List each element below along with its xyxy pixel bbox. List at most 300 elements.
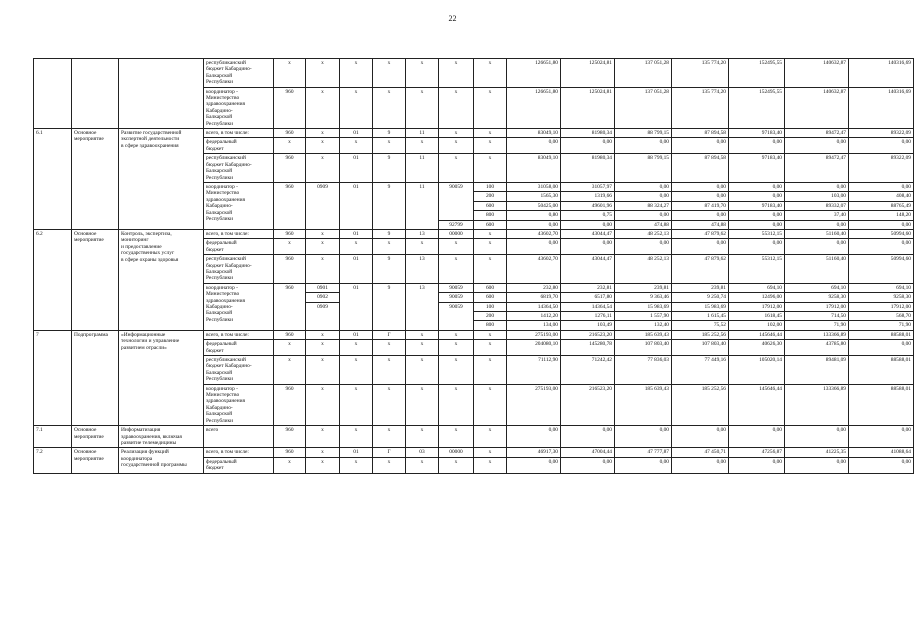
table-row: [34, 426, 914, 448]
table-cell: x: [474, 448, 507, 457]
table-cell: x: [306, 448, 340, 457]
table-cell: 1 557,90: [615, 312, 672, 321]
table-cell: x: [340, 340, 373, 356]
table-cell: 89472,47: [785, 129, 849, 138]
table-cell: 275193,00: [507, 330, 561, 339]
table-cell: 97183,40: [729, 129, 785, 138]
table-cell: 17912,00: [849, 302, 914, 311]
table-cell: 0,00: [561, 426, 615, 448]
table-cell: 0,00: [672, 211, 729, 220]
table-cell: x: [439, 426, 474, 448]
table-cell: федеральный бюджет: [204, 239, 274, 255]
table-cell: «Информационные технологии и управление развитием отрасли»: [119, 330, 204, 425]
table-cell: 216523,20: [561, 384, 615, 425]
table-cell: 0,00: [849, 138, 914, 154]
table-cell: x: [406, 384, 439, 425]
table-cell: x: [306, 426, 340, 448]
table-cell: x: [306, 356, 340, 385]
table-cell: 89332,07: [785, 201, 849, 210]
table-cell: 0,00: [849, 457, 914, 473]
table-cell: 88 799,15: [615, 154, 672, 183]
table-cell: 71112,90: [507, 356, 561, 385]
table-cell: 474,88: [672, 220, 729, 229]
table-cell: 0,00: [729, 192, 785, 201]
table-cell: 0902: [306, 293, 340, 302]
table-cell: федеральный бюджет: [204, 457, 274, 473]
table-cell: всего, в том числе:: [204, 330, 274, 339]
table-cell: 0,00: [615, 239, 672, 255]
table-cell: x: [306, 154, 340, 183]
table-cell: 0,00: [729, 426, 785, 448]
table-cell: 140316,69: [849, 87, 914, 128]
table-cell: 0,00: [507, 239, 561, 255]
table-cell: x: [474, 384, 507, 425]
table-cell: 600: [474, 283, 507, 292]
table-cell: x: [474, 255, 507, 284]
table-cell: 87 894,58: [672, 129, 729, 138]
table-cell: 81980,34: [561, 154, 615, 183]
table-cell: x: [406, 457, 439, 473]
table-cell: 0,00: [729, 457, 785, 473]
table-cell: 75,52: [672, 321, 729, 330]
table-cell: 9: [373, 154, 406, 183]
table-cell: 800: [474, 211, 507, 220]
table-cell: 9: [373, 182, 406, 229]
table-cell: x: [439, 340, 474, 356]
table-cell: x: [340, 426, 373, 448]
table-cell: республиканский бюджет Кабардино- Балкарской Республики: [204, 356, 274, 385]
table-cell: 6.2: [34, 229, 72, 330]
table-cell: 9: [373, 129, 406, 138]
table-cell: 0909: [306, 302, 340, 330]
table-cell: 89472,47: [785, 154, 849, 183]
table-cell: 43044,47: [561, 255, 615, 284]
table-cell: 03: [406, 448, 439, 457]
table-cell: 107 803,40: [672, 340, 729, 356]
table-cell: 0,00: [615, 182, 672, 191]
table-cell: 145646,44: [729, 384, 785, 425]
table-row: [34, 330, 914, 339]
table-cell: 0,00: [615, 211, 672, 220]
table-row: [34, 129, 914, 138]
table-cell: 88588,01: [849, 356, 914, 385]
table-cell: 97183,40: [729, 201, 785, 210]
table-cell: x: [474, 457, 507, 473]
table-cell: x: [474, 59, 507, 88]
table-cell: 50994,60: [849, 229, 914, 238]
table-cell: 12496,00: [729, 293, 785, 302]
table-cell: 408,40: [849, 192, 914, 201]
table-cell: 9258,30: [785, 293, 849, 302]
table-cell: x: [406, 239, 439, 255]
table-cell: [34, 59, 72, 129]
table-cell: 01: [340, 154, 373, 183]
table-cell: x: [306, 384, 340, 425]
table-cell: 960: [274, 330, 306, 339]
table-cell: x: [406, 330, 439, 339]
table-cell: 9 363,46: [615, 293, 672, 302]
table-cell: 140632,87: [785, 59, 849, 88]
table-cell: 6819,70: [507, 293, 561, 302]
table-cell: 00000: [439, 229, 474, 238]
table-cell: 01: [340, 182, 373, 229]
table-cell: 0,75: [561, 211, 615, 220]
table-cell: x: [373, 457, 406, 473]
table-cell: 0,00: [507, 220, 561, 229]
table-cell: 01: [340, 229, 373, 238]
table-cell: 960: [274, 283, 306, 330]
table-cell: x: [439, 239, 474, 255]
table-cell: 01: [340, 129, 373, 138]
table-cell: 1276,11: [561, 312, 615, 321]
table-cell: x: [439, 59, 474, 88]
table-cell: 1412,20: [507, 312, 561, 321]
table-cell: 1319,66: [561, 192, 615, 201]
table-cell: 01: [340, 330, 373, 339]
table-cell: 55312,15: [729, 255, 785, 284]
table-cell: 125024,81: [561, 59, 615, 88]
table-cell: x: [274, 138, 306, 154]
table-cell: 01: [340, 255, 373, 284]
table-cell: 152495,55: [729, 87, 785, 128]
table-cell: федеральный бюджет: [204, 138, 274, 154]
table-cell: 126651,80: [507, 59, 561, 88]
table-cell: x: [406, 138, 439, 154]
table-cell: 0,00: [672, 138, 729, 154]
table-cell: 71242,42: [561, 356, 615, 385]
table-cell: 48 252,13: [615, 229, 672, 238]
table-cell: 13: [406, 229, 439, 238]
table-cell: 88765,49: [849, 201, 914, 210]
table-cell: 0,00: [507, 138, 561, 154]
table-cell: [119, 59, 204, 129]
table-cell: 0,00: [561, 457, 615, 473]
table-cell: 9258,30: [849, 293, 914, 302]
table-cell: x: [373, 59, 406, 88]
table-cell: 90059: [439, 293, 474, 302]
table-cell: 148,20: [849, 211, 914, 220]
table-cell: 132,40: [615, 321, 672, 330]
table-cell: 43785,80: [785, 340, 849, 356]
table-cell: x: [474, 426, 507, 448]
table-cell: 88 799,15: [615, 129, 672, 138]
table-cell: x: [274, 340, 306, 356]
table-cell: 90059: [439, 302, 474, 330]
table-cell: x: [306, 129, 340, 138]
table-cell: 134,00: [507, 321, 561, 330]
table-cell: 7.2: [34, 448, 72, 473]
table-cell: 0909: [306, 182, 340, 229]
table-cell: 0,00: [615, 457, 672, 473]
table-cell: 15 983,69: [615, 302, 672, 311]
table-cell: x: [373, 239, 406, 255]
table-cell: 145280,78: [561, 340, 615, 356]
table-cell: 13: [406, 255, 439, 284]
table-cell: 7.1: [34, 426, 72, 448]
table-cell: 01: [340, 448, 373, 457]
table-cell: 694,10: [729, 283, 785, 292]
budget-table: [33, 58, 914, 474]
table-cell: 105020,14: [729, 356, 785, 385]
table-row: [34, 59, 914, 88]
table-cell: 135 774,20: [672, 87, 729, 128]
table-cell: 88 324,27: [615, 201, 672, 210]
table-cell: 133366,89: [785, 384, 849, 425]
table-cell: x: [306, 59, 340, 88]
table-cell: x: [373, 426, 406, 448]
table-cell: 47004,44: [561, 448, 615, 457]
table-cell: x: [340, 356, 373, 385]
table-cell: Развитие государственной экспертной деятельности в сфере здравоохранения: [119, 129, 204, 230]
table-cell: 77 449,16: [672, 356, 729, 385]
page-number: 22: [448, 14, 457, 23]
table-cell: 600: [474, 293, 507, 302]
table-cell: 960: [274, 448, 306, 457]
table-cell: 49601,96: [561, 201, 615, 210]
table-cell: 0,00: [507, 457, 561, 473]
table-cell: 0,00: [672, 182, 729, 191]
table-cell: 11: [406, 129, 439, 138]
table-cell: x: [474, 330, 507, 339]
table-cell: 107 803,40: [615, 340, 672, 356]
table-cell: 0,00: [785, 138, 849, 154]
table-cell: 232,80: [507, 283, 561, 292]
table-cell: 0,00: [849, 239, 914, 255]
table-cell: 185 639,43: [615, 330, 672, 339]
table-cell: 960: [274, 229, 306, 238]
table-cell: x: [274, 59, 306, 88]
table-cell: [72, 59, 119, 129]
table-cell: 71,90: [785, 321, 849, 330]
table-row: [34, 229, 914, 238]
table-cell: 17912,00: [729, 302, 785, 311]
table-body: [34, 59, 914, 474]
table-cell: Г: [373, 448, 406, 457]
table-cell: 102,00: [729, 321, 785, 330]
table-cell: x: [474, 154, 507, 183]
table-cell: 89481,09: [785, 356, 849, 385]
table-cell: 0,00: [615, 192, 672, 201]
table-cell: 0,00: [672, 239, 729, 255]
table-cell: 83049,10: [507, 154, 561, 183]
table-cell: 275193,00: [507, 384, 561, 425]
table-cell: 0,00: [849, 182, 914, 191]
table-cell: x: [306, 330, 340, 339]
table-cell: 694,10: [849, 283, 914, 292]
table-cell: 0,00: [672, 426, 729, 448]
table-cell: x: [340, 239, 373, 255]
table-cell: 185 252,56: [672, 330, 729, 339]
table-cell: 43602,70: [507, 229, 561, 238]
table-cell: x: [474, 129, 507, 138]
table-cell: 50994,60: [849, 255, 914, 284]
table-cell: 474,88: [615, 220, 672, 229]
table-cell: x: [306, 239, 340, 255]
table-cell: 0,00: [729, 239, 785, 255]
table-cell: x: [406, 340, 439, 356]
table-cell: Подпрограмма: [72, 330, 119, 425]
table-cell: 960: [274, 129, 306, 138]
table-cell: 11: [406, 182, 439, 229]
table-cell: 0,00: [785, 220, 849, 229]
table-cell: 960: [274, 255, 306, 284]
table-cell: x: [340, 384, 373, 425]
table-cell: 87 419,70: [672, 201, 729, 210]
table-cell: Реализация функций координатора государственной программы: [119, 448, 204, 473]
table-cell: 90059: [439, 283, 474, 292]
table-cell: координатор - Министерство здравоохранения Кабардино- Балкарской Республики: [204, 87, 274, 128]
table-cell: 88588,01: [849, 330, 914, 339]
table-cell: 40626,30: [729, 340, 785, 356]
table-cell: Основное мероприятие: [72, 229, 119, 330]
table-cell: 15 983,69: [672, 302, 729, 311]
table-cell: 01: [340, 283, 373, 330]
table-cell: 200: [474, 192, 507, 201]
table-cell: 568,70: [849, 312, 914, 321]
table-cell: 83049,10: [507, 129, 561, 138]
table-cell: x: [439, 356, 474, 385]
table-cell: 714,50: [785, 312, 849, 321]
table-cell: 90059: [439, 182, 474, 220]
table-cell: 0,00: [672, 192, 729, 201]
table-cell: x: [406, 59, 439, 88]
table-cell: 1565,30: [507, 192, 561, 201]
table-cell: 89322,09: [849, 154, 914, 183]
table-cell: 100: [474, 302, 507, 311]
table-cell: x: [306, 340, 340, 356]
table-cell: 960: [274, 182, 306, 229]
table-cell: x: [340, 457, 373, 473]
table-cell: 1 615,45: [672, 312, 729, 321]
table-cell: x: [439, 384, 474, 425]
table-cell: 100: [474, 182, 507, 191]
table-cell: 46917,30: [507, 448, 561, 457]
table-cell: 600: [474, 220, 507, 229]
table-cell: федеральный бюджет: [204, 340, 274, 356]
table-cell: 7: [34, 330, 72, 425]
table-cell: 0,00: [785, 457, 849, 473]
table-cell: x: [439, 457, 474, 473]
table-cell: 185 252,56: [672, 384, 729, 425]
table-cell: x: [373, 356, 406, 385]
table-cell: 800: [474, 321, 507, 330]
table-cell: x: [274, 239, 306, 255]
table-cell: x: [406, 87, 439, 128]
table-cell: 960: [274, 426, 306, 448]
table-cell: Контроль, экспертиза, мониторинг и предоставление государственных услуг в сфере охраны здоровья: [119, 229, 204, 330]
table-cell: 145646,44: [729, 330, 785, 339]
table-cell: 960: [274, 154, 306, 183]
table-cell: 31058,00: [507, 182, 561, 191]
table-cell: 0,00: [849, 340, 914, 356]
table-cell: Основное мероприятие: [72, 129, 119, 230]
table-cell: x: [306, 229, 340, 238]
table-cell: 152495,55: [729, 59, 785, 88]
table-cell: x: [306, 457, 340, 473]
table-cell: Информатизация здравоохранения, включая развитие телемедицины: [119, 426, 204, 448]
table-cell: 600: [474, 201, 507, 210]
table-cell: 0,00: [729, 220, 785, 229]
table-cell: x: [439, 138, 474, 154]
table-cell: x: [474, 356, 507, 385]
table-cell: x: [373, 340, 406, 356]
table-cell: 41088,64: [849, 448, 914, 457]
table-cell: 0,00: [729, 138, 785, 154]
table-cell: 92799: [439, 220, 474, 229]
table-cell: 47 879,62: [672, 229, 729, 238]
table-cell: x: [474, 229, 507, 238]
table-cell: 13: [406, 283, 439, 330]
table-cell: 43602,70: [507, 255, 561, 284]
table-cell: x: [439, 255, 474, 284]
table-cell: 47 879,62: [672, 255, 729, 284]
table-cell: 0,00: [729, 182, 785, 191]
table-cell: x: [474, 138, 507, 154]
table-cell: 41225,35: [785, 448, 849, 457]
table-cell: 103,00: [785, 192, 849, 201]
table-cell: 239,81: [672, 283, 729, 292]
table-cell: 0,00: [561, 138, 615, 154]
table-cell: 232,81: [561, 283, 615, 292]
table-cell: республиканский бюджет Кабардино- Балкарской Республики: [204, 59, 274, 88]
table-cell: 0,00: [561, 220, 615, 229]
table-cell: координатор - Министерство здравоохранения Кабардино- Балкарской Республики: [204, 283, 274, 330]
table-cell: 126651,80: [507, 87, 561, 128]
table-cell: 47 777,87: [615, 448, 672, 457]
table-cell: 47256,87: [729, 448, 785, 457]
table-cell: 140316,69: [849, 59, 914, 88]
table-cell: 11: [406, 154, 439, 183]
table-cell: 960: [274, 87, 306, 128]
table-cell: 51160,40: [785, 255, 849, 284]
table-cell: 9 250,74: [672, 293, 729, 302]
table-cell: координатор - Министерство здравоохранения Кабардино- Балкарской Республики: [204, 182, 274, 229]
table-cell: Основное мероприятие: [72, 448, 119, 473]
table-cell: 103,49: [561, 321, 615, 330]
table-cell: x: [306, 138, 340, 154]
table-cell: 88588,01: [849, 384, 914, 425]
table-cell: x: [373, 384, 406, 425]
table-cell: x: [439, 129, 474, 138]
table-cell: x: [373, 87, 406, 128]
table-cell: x: [306, 255, 340, 284]
table-cell: 0,00: [849, 220, 914, 229]
table-cell: координатор - Министерство здравоохранения Кабардино- Балкарской Республики: [204, 384, 274, 425]
table-cell: 216523,20: [561, 330, 615, 339]
table-cell: 0,00: [615, 138, 672, 154]
table-cell: 6.1: [34, 129, 72, 230]
table-cell: всего, в том числе:: [204, 129, 274, 138]
table-cell: 55312,15: [729, 229, 785, 238]
table-cell: 0,00: [785, 182, 849, 191]
table-cell: x: [474, 340, 507, 356]
table-cell: x: [474, 239, 507, 255]
table-cell: 9: [373, 283, 406, 330]
table-cell: x: [439, 330, 474, 339]
table-cell: 137 051,28: [615, 87, 672, 128]
table-row: [34, 448, 914, 457]
table-cell: 00000: [439, 448, 474, 457]
table-cell: x: [474, 87, 507, 128]
table-cell: x: [439, 154, 474, 183]
table-cell: x: [274, 356, 306, 385]
table-cell: 0,00: [785, 239, 849, 255]
table-cell: 51160,40: [785, 229, 849, 238]
table-cell: 140632,87: [785, 87, 849, 128]
table-cell: 97183,40: [729, 154, 785, 183]
table-cell: 81980,34: [561, 129, 615, 138]
table-cell: всего, в том числе:: [204, 229, 274, 238]
